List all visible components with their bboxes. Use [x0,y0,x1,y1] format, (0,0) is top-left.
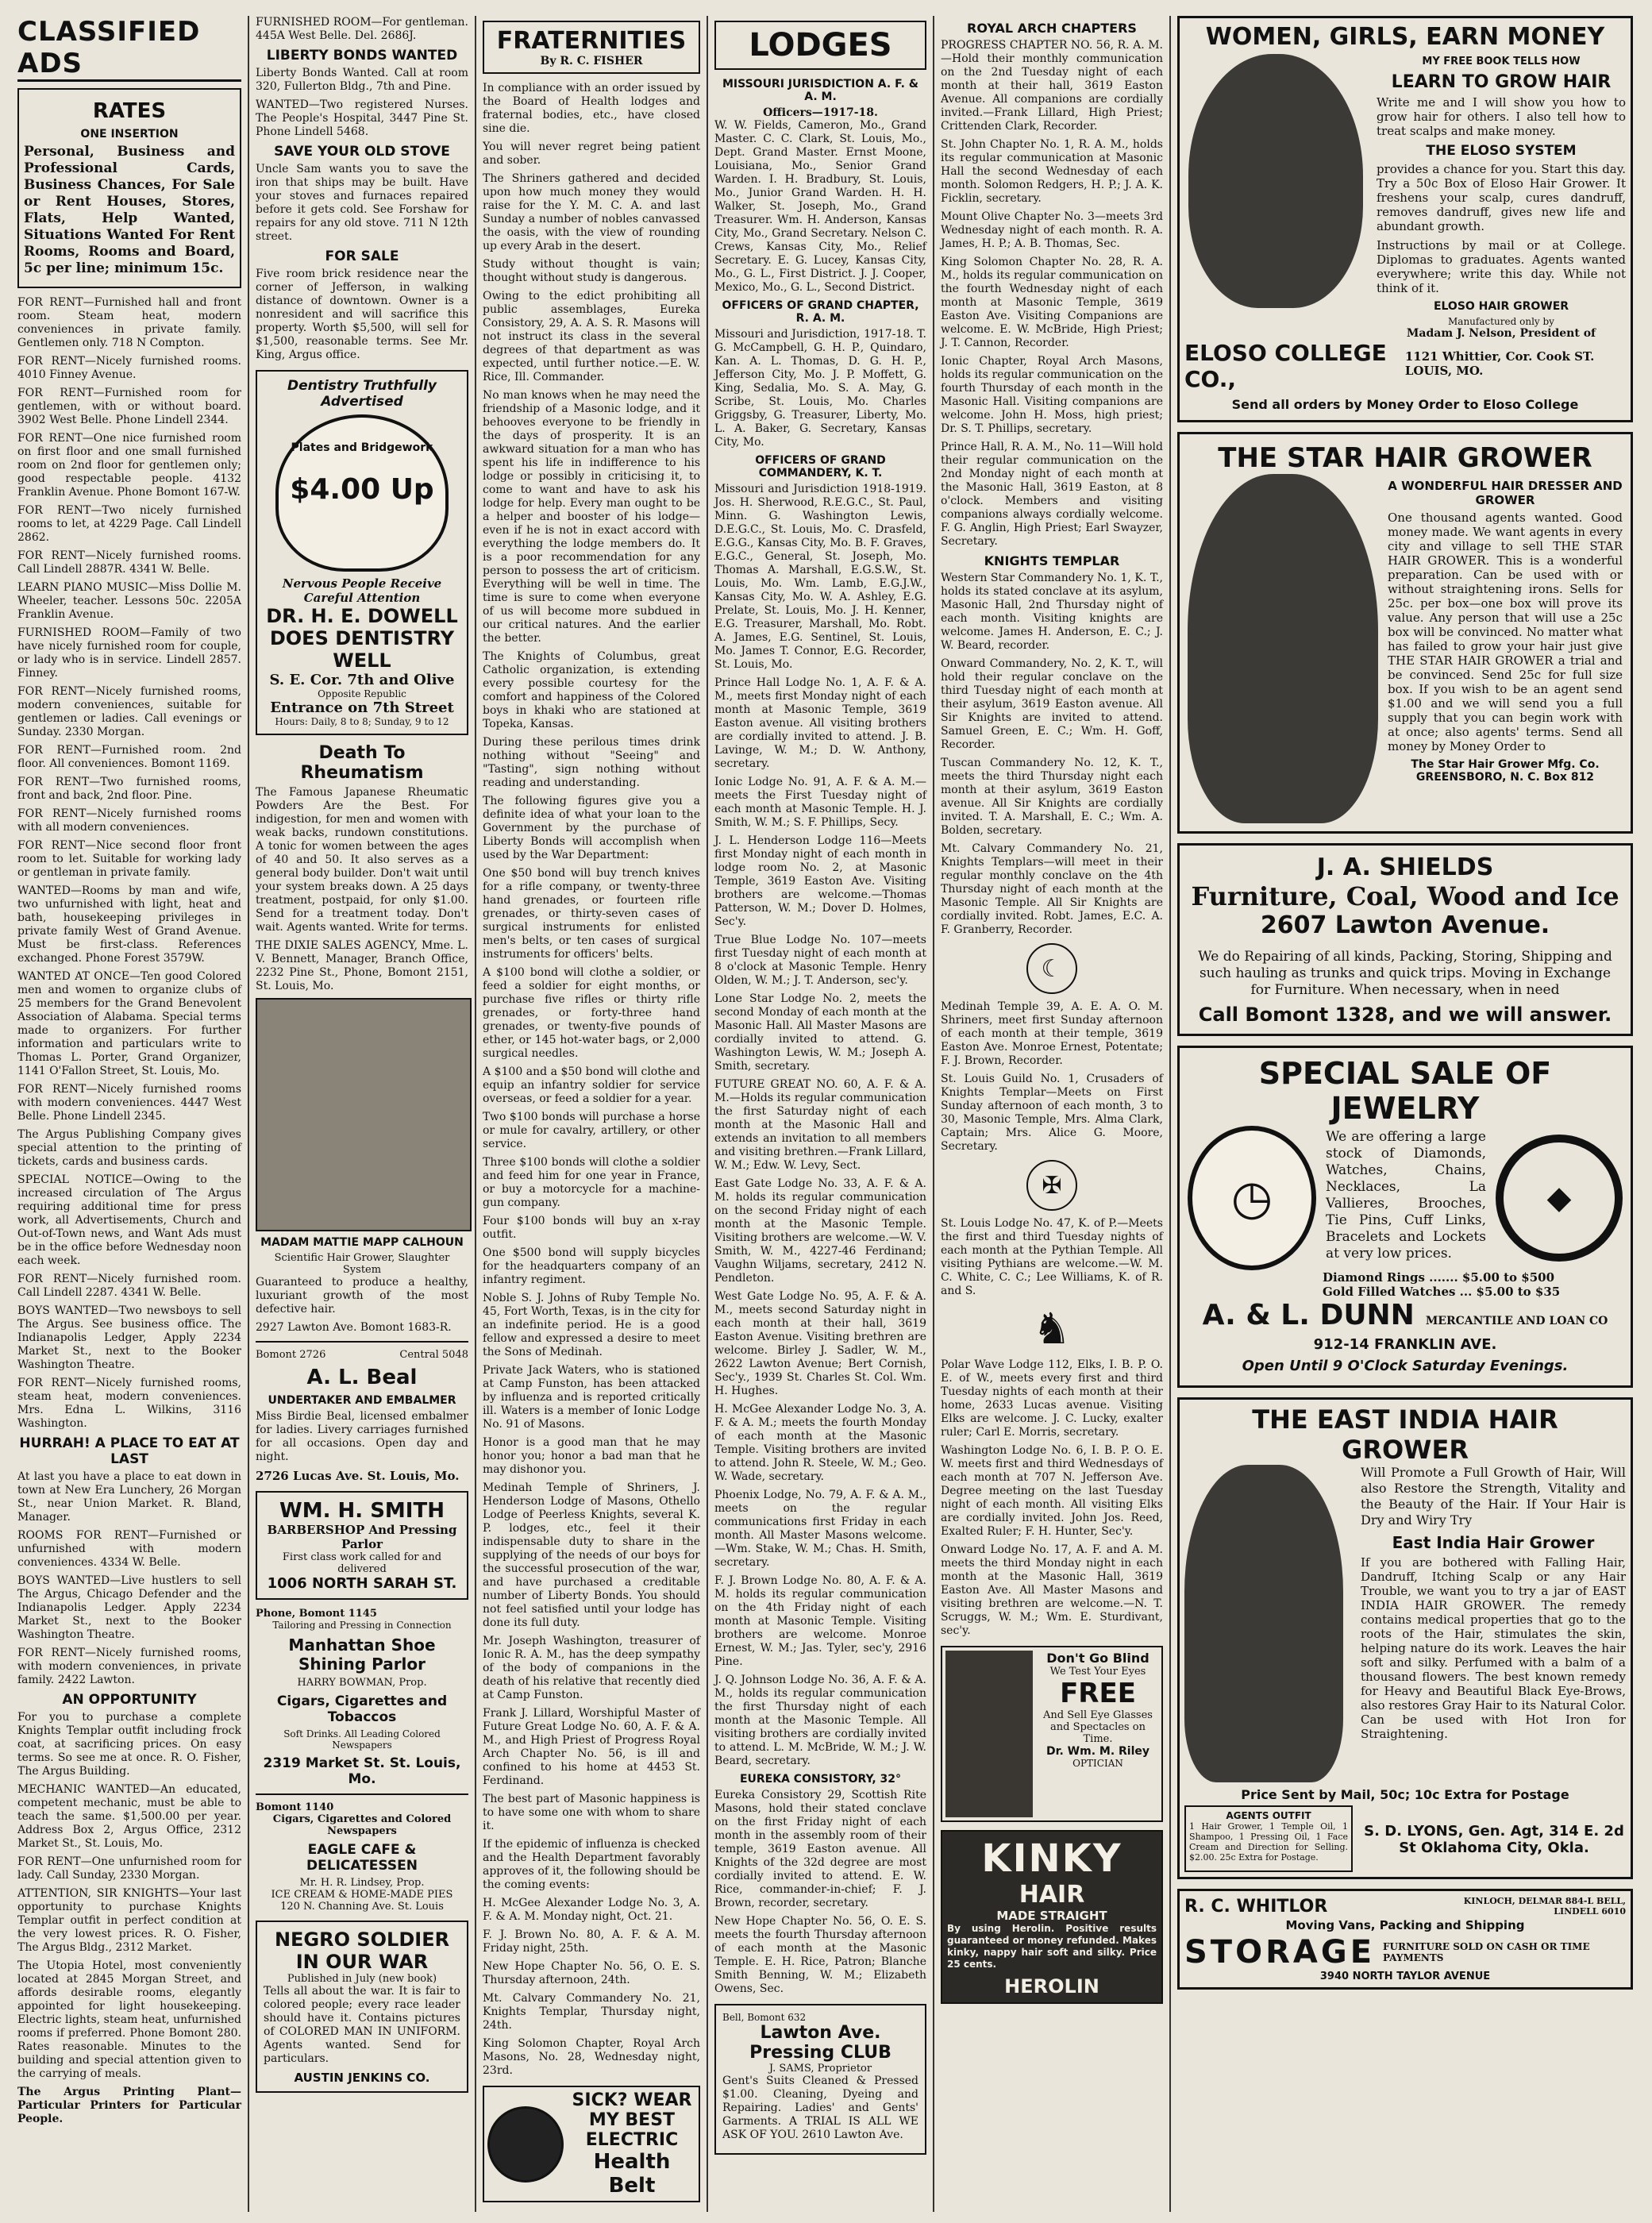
ads-column [249,16,476,2212]
eloso-system: THE ELOSO SYSTEM [1426,143,1577,159]
pythian-emblem-icon: ✠ [1026,1160,1077,1211]
smith-address: 1006 NORTH SARAH ST. [267,1575,457,1592]
nervous-text: Nervous People Receive Careful Attention [282,576,442,605]
manhattan-items: Cigars, Cigarettes and Tobaccos [276,1693,448,1725]
dowell-hours: Hours: Daily, 8 to 8; Sunday, 9 to 12 [275,716,449,727]
eloso-nelson: Madam J. Nelson, President of [1406,327,1596,340]
fraternity-paragraph: Honor is a good man that he may honor you; honor a bad man that he may dishonor you. [483,1436,700,1476]
electric-belt-ad [483,2086,700,2202]
manhattan-address: 2319 Market St. St. Louis, Mo. [263,1755,461,1787]
shields-ad [1177,843,1633,1036]
bonds-text: Liberty Bonds Wanted. Call at room 320, Fullerton Bldg., 7th and Pine. [256,67,468,93]
opportunity-title: AN OPPORTUNITY [62,1692,197,1708]
lodges-column [708,16,934,2212]
knights-templar-heading: KNIGHTS TEMPLAR [984,553,1120,568]
ad-item: FOR RENT—Nicely furnished room. Call Lindell 2287. 4341 W. Belle. [17,1273,241,1299]
soldier-ad [256,1921,468,2093]
lodges-header [714,21,926,70]
blind-office: OPTICIAN [1072,1758,1123,1769]
lawton-pressing-ad [714,2004,926,2155]
star-text: One thousand agents wanted. Good money made. We want agents in every city and village to sell THE STAR HAIR GROWER. This is a wonderful preparation. Can be used with or without straightening irons. Sells for 25c. per box—one box will prove its value. Any person that will use a 25c box will be convinced. No matter what has failed to grow your hair just give THE STAR HAIR GROWER a trial and be convinced. Send 25c for full size box. If you wish to be an agent send $1.00 and we will send you a full supply that you can begin work with at once; also agents' terms. Send all money by Money Order to [1388,510,1623,753]
women-text: Write me and I will show you how to grow hair for others. I also tell how to treat scalps and make money. [1377,95,1626,138]
fraternity-paragraph: A $100 and a $50 bond will clothe and equip an infantry soldier for service overseas, or feed a soldier for a year. [483,1065,700,1105]
whitlor-name: R. C. WHITLOR [1184,1896,1328,1917]
fraternity-paragraph: Study without thought is vain; thought without study is dangerous. [483,258,700,284]
newhope-text: New Hope Chapter No. 56, O. E. S. meets the fourth Thursday afternoon of each month at the Masonic Temple. E. H. Rice, Patron; Blanche Smith Benning, W. M.; Elizabeth Owens, Sec. [714,1915,926,1995]
fraternity-paragraph: The Knights of Columbus, great Catholic organization, is extending every possible courtesy for the comfort and happiness of the Colored boys in khaki who are stationed at Topeka, Kansas. [483,650,700,730]
ad-item: LEARN PIANO MUSIC—Miss Dollie M. Wheeler, teacher. Lessons 50c. 2205A Franklin Avenue. [17,581,241,621]
ad-item: The Utopia Hotel, most conveniently located at 2845 Morgan Street, and affords desirable rooms, elegantly appointed for light housekeeping. Electric lights, steam heat, unfurnished rooms if preferred. Phone Bomont 280. Rates reasonable. Minutes to the building and special attention given to the carrying of meals. [17,1959,241,2080]
elks-text: Polar Wave Lodge 112, Elks, I. B. P. O. E. of W., meets every first and third Tuesday nights of each month at their home, 2633 Lucas avenue. Visiting Elks are welcome. J. C. Lucky, exalter ruler; Carl E. Morris, secretary. [941,1358,1163,1439]
chapter-heading: OFFICERS OF GRAND CHAPTER, R. A. M. [722,299,919,325]
commandery-heading: OFFICERS OF GRAND COMMANDERY, K. T. [755,454,886,480]
dowell-opposite: Opposite Republic [318,688,406,699]
kp-text: St. Louis Lodge No. 47, K. of P.—Meets the first and third Tuesday nights of each month at the Pythian Temple. All visiting Pythians are welcome.—W. M. C. White, C. C.; Lee Williams, K. of R. and S. [941,1217,1163,1297]
dowell-name: DR. H. E. DOWELL DOES DENTISTRY WELL [266,605,458,672]
lodge-entry: East Gate Lodge No. 33, A. F. & A. M. holds its regular communication on the second Friday night of each month at the Masonic Temple. Visiting brothers are welcome.—W. V. Smith, W. M., 4227-46 Ferdinand; Vaughn Wiljams, secretary, 2412 N. Pendleton. [714,1177,926,1285]
rates-sub: ONE INSERTION [80,128,179,141]
manhattan-tag: Tailoring and Pressing in Connection [272,1620,452,1631]
eureka-heading: EUREKA CONSISTORY, 32° [739,1773,902,1786]
smith-text: First class work called for and delivered [282,1551,442,1575]
shields-line: Furniture, Coal, Wood and Ice [1191,881,1619,911]
ad-item: FOR RENT—Nicely furnished rooms, steam heat, modern conveniences. Mrs. Edna L. Wilkins, 3116 Washington. [17,1377,241,1430]
eagle-address: 120 N. Channing Ave. St. Louis [280,1901,444,1913]
manhattan-name: Manhattan Shoe Shining Parlor [288,1635,436,1674]
jewelry-heading: SPECIAL SALE OF JEWELRY [1258,1056,1552,1126]
eloso-college: ELOSO COLLEGE CO., [1184,340,1387,392]
fraternity-paragraph: F. J. Brown No. 80, A. F. & A. M. Friday night, 25th. [483,1928,700,1955]
stove-heading: SAVE YOUR OLD STOVE [274,144,450,160]
dixie-text: THE DIXIE SALES AGENCY, Mme. L. V. Bennett, Manager, Branch Office, 2232 Pine St., Phone, Bomont 2151, St. Louis, Mo. [256,939,468,992]
lodge-entry: West Gate Lodge No. 95, A. F. & A. M., meets second Saturday night in each month at their hall, 3619 Easton Avenue. Visiting brethren are welcome. Birley J. Sadler, W. M., 2622 Lawton Avenue; Bert Cornish, Sec'y., 1939 St. Charles St. Col. Wm. H. Hughes. [714,1290,926,1397]
east-india-ad [1177,1397,1633,1879]
fraternities-header [483,21,700,74]
rheumatism-heading: Death To Rheumatism [300,743,424,783]
herolin-name: HEROLIN [1004,1975,1099,1998]
ad-item: The Argus Publishing Company gives special attention to the printing of tickets, cards and business cards. [17,1128,241,1168]
eloso-orders: Send all orders by Money Order to Eloso College [1231,397,1579,412]
lodge-entry: J. L. Henderson Lodge 116—Meets first Monday night of each month in lodge room No. 2, at Masonic Temple, 3619 Easton Ave. Visiting brothers are welcome.—Thomas Patterson, W. M.; Dover D. Holmes, Sec'y. [714,834,926,928]
ad-item: FURNISHED ROOM—Family of two have nicely furnished room for couple, or lady who is in service. Lindell 2857. Finney. [17,626,241,680]
ad-item: FOR RENT—Furnished hall and front room. Steam heat, modern conveniences in private family. Gentlemen only. 718 N Compton. [17,296,241,349]
elks2-text: Washington Lodge No. 6, I. B. P. O. E. W. meets first and third Wednesdays of each month at 707 N. Jefferson Ave. Degree meeting on the last Tuesday night of each month. All visiting Elks are cordially invited. John Jos. Reed, Exalted Ruler; F. H. Hunter, Sec'y. [941,1444,1163,1538]
teeth-icon [275,414,449,572]
shriners-emblem-icon: ☾ [1026,943,1077,994]
lodge-entry: H. McGee Alexander Lodge No. 3, A. F. & A. M.; meets the fourth Monday of each month at the Masonic Temple. Visiting brothers are invited to attend. John R. Steele, W. M.; Geo. W. Wade, secretary. [714,1403,926,1483]
fraternity-paragraph: One $50 bond will buy trench knives for a rifle company, or twenty-three hand grenades, or fourteen rifle grenades, or thirty-seven cases of surgical instruments for enlisted men's belts, or ten cases of surgical instruments for officers' belts. [483,867,700,961]
lawton-name: Lawton Ave. Pressing CLUB [749,2023,891,2063]
medinah-text: Medinah Temple 39, A. E. A. O. M. Shriners, meet first Sunday afternoon of each month at their temple, 3619 Easton Ave. Monroe Ernest, Potentate; F. J. Brown, Recorder. [941,1000,1163,1067]
ad-item: FOR RENT—Nicely furnished rooms with modern conveniences. 4447 West Belle. Phone Lindell 2345. [17,1083,241,1123]
lodges-jurisdiction: MISSOURI JURISDICTION A. F. & A. M. [722,78,918,103]
eloso-address: 1121 Whittier, Cor. Cook ST. LOUIS, MO. [1404,349,1595,378]
argus-text: The Argus Printing Plant—Particular Printers for Particular People. [17,2086,241,2125]
smith-ad [256,1491,468,1600]
dunn-address: 912-14 FRANKLIN AVE. [1313,1336,1497,1353]
eagle-items: Cigars, Cigarettes and Colored Newspapers [272,1813,452,1837]
fraternity-paragraph: Frank J. Lillard, Worshipful Master of Future Great Lodge No. 60, A. F. & A. M., and High Priest of Progress Royal Arch Chapter No. 56, is ill and confined to his home at 4453 St. Ferdinand. [483,1707,700,1787]
fraternities-heading: FRATERNITIES [496,27,687,55]
chapter-entry: St. John Chapter No. 1, R. A. M., holds its regular communication at Masonic Hall the second Wednesday of each month. Solomon Redgers, H. P.; J. A. K. Ficklin, secretary. [941,138,1163,205]
calhoun-address: 2927 Lawton Ave. Bomont 1683-R. [256,1321,452,1334]
lodge-entry: Prince Hall Lodge No. 1, A. F. & A. M., meets first Monday night of each month at Masonic Temple, 3619 Easton avenue. All visiting brothers are cordially invited to attend. J. B. Lavinge, W. M.; D. W. Anthony, secretary. [714,676,926,770]
rates-text: Personal, Business and Professional Cards, Business Chances, For Sale or Rent Houses, Stores, Flats, Help Wanted, Situations Wanted For Rent Rooms, Rooms and Board, 5c per line; minimum 15c. [24,144,235,276]
dowell-address: S. E. Cor. 7th and Olive [269,672,455,688]
beal-phones [256,1349,468,1361]
guild-text: St. Louis Guild No. 1, Crusaders of Knights Templar—Meets on First Sunday afternoon of each month, 3 to 30, Masonic Temple, Mrs. Alma Clark, Captain; Mrs. Alice G. Moore, Secretary. [941,1073,1163,1153]
shields-name: J. A. SHIELDS [1316,853,1494,881]
eagle-phone: Bomont 1140 [256,1801,334,1813]
electric-heading: SICK? WEAR MY BEST ELECTRIC [572,2090,692,2150]
eloso-instructions: Instructions by mail or at College. Diplomas to graduates. Agents wanted everywhere; write this day. While not think of it. [1377,238,1626,295]
chapter-entry: Prince Hall, R. A. M., No. 11—Will hold their regular communication on the 2nd Monday night of each month at the Masonic Hall, 3619 Easton, at 8 o'clock. Members and visiting companions always cordially welcome. F. G. Anglin, High Priest; Earl Swayzer, Secretary. [941,441,1163,548]
elk-head-icon: ♞ [1032,1303,1072,1354]
dunn-name: A. & L. DUNN [1202,1299,1415,1331]
ad-item: FOR RENT—Nicely furnished rooms. 4010 Finney Avenue. [17,355,241,381]
dentist-heading: Dentistry Truthfully Advertised [287,378,437,410]
classified-heading: CLASSIFIED ADS [17,16,241,82]
india-agents-text: 1 Hair Grower, 1 Temple Oil, 1 Shampoo, 1 Pressing Oil, 1 Face Cream and Direction for Selling. $2.00. 25c Extra for Postage. [1189,1821,1348,1863]
women-sub: MY FREE BOOK TELLS HOW [1422,56,1581,67]
ad-item: BOYS WANTED—Live hustlers to sell The Argus, Chicago Defender and the Indianapolis Ledger. Apply 2234 Market St., next to the Booker Washington Theatre. [17,1574,241,1641]
blind-doctor: Dr. Wm. M. Riley [1045,1745,1150,1758]
sale-heading: FOR SALE [325,248,399,264]
blind-sub: We Test Your Eyes [1049,1666,1146,1678]
eagle-ice: ICE CREAM & HOME-MADE PIES [271,1889,453,1901]
commandery-text: Missouri and Jurisdiction 1918-1919. Jos. H. Sherwood, R.E.G.C., St. Paul, Minn. G. Washington Lewis, D.E.G.C., St. Louis, Mo. C. Drasfeld, E.G.G., Kansas City, Mo. B. F. Graves, E.G.C., General, St. Joseph, Mo. Thomas A. Marshall, E.G.S.W., St. Louis, Mo. Wm. Lamb, E.G.J.W., Kansas City, Mo. W. A. Ashley, E.G. Prelate, St. Louis, Mo. J. H. Kenner, E.G. Treasurer, Marshall, Mo. Robt. A. James, E.G. Sentinel, St. Louis, Mo. James T. Connor, E.G. Recorder, St. Louis, Mo. [714,483,926,671]
watch-icon: ◷ [1188,1126,1316,1270]
blind-heading: Don't Go Blind [1046,1651,1149,1666]
electric-sub: Health Belt [593,2150,671,2198]
ad-item: FOR RENT—Furnished room. 2nd floor. All conveniences. Bomont 1169. [17,744,241,770]
fraternity-paragraph: You will never regret being patient and sober. [483,141,700,167]
chapter-text: Missouri and Jurisdiction, 1917-18. T. G. McCampbell, G. H. P., Quindaro, Kan. A. L. Thomas, D. G. H. P., Jefferson City, Mo. J. P. Moffett, G. King, Sedalia, Mo. S. A. May, G. Scribe, St. Louis, Mo. Charles Griggsby, G. Treasurer, Liberty, Mo. L. A. Baker, G. Secretary, Kansas City, Mo. [714,328,926,449]
beal-address: 2726 Lucas Ave. St. Louis, Mo. [256,1469,460,1483]
shields-call: Call Bomont 1328, and we will answer. [1198,1004,1612,1026]
whitlor-phone: KINLOCH, DELMAR 884-L BELL, LINDELL 6010 [1463,1896,1626,1917]
calhoun-text: Guaranteed to produce a healthy, luxuriant growth of the most defective hair. [256,1276,468,1316]
fraternity-paragraph: Noble S. J. Johns of Ruby Temple No. 45, Fort Worth, Texas, is in the city for an indefinite period. He is a good fellow and expressed a desire to meet the Sons of Medinah. [483,1292,700,1358]
chapter-entry: Mount Olive Chapter No. 3—meets 3rd Wednesday night of each month. R. A. James, H. P.; A. B. Thomas, Sec. [941,210,1163,250]
beal-text: Miss Birdie Beal, licensed embalmer for ladies. Livery carriages furnished for all occasions. Open day and night. [256,1410,468,1463]
officers-heading: Officers—1917-18. [763,106,878,119]
fraternity-paragraph: New Hope Chapter No. 56, O. E. S. Thursday afternoon, 24th. [483,1960,700,1986]
ad-item: WANTED—Rooms by man and wife, two unfurnished with light, heat and bath, housekeeping privileges in private family West of Grand Avenue. Must be first-class. References exchanged. Phone Forest 3579W. [17,884,241,965]
chapter-entry: PROGRESS CHAPTER NO. 56, R. A. M.—Hold their monthly communication on the 2nd Tuesday night of each month at their hall, 3619 Easton Avenue. All companions are cordially invited.—Frank Lillard, High Priest; Crittenden Clark, Recorder. [941,39,1163,133]
star-portrait [1188,474,1378,823]
india-heading: THE EAST INDIA HAIR GROWER [1252,1404,1558,1465]
chapter-entry: King Solomon Chapter No. 28, R. A. M., holds its regular communication on the fourth Wednesday night of each month at Masonic Temple, 3619 Easton Ave. Visiting Companions are welcome. E. W. McBride, High Priest; J. T. Cannon, Recorder. [941,256,1163,349]
rates-box [17,88,241,288]
manhattan-prop: HARRY BOWMAN, Prop. [297,1677,427,1689]
stove-text: Uncle Sam wants you to save the iron that ships may be built. Have your stoves and furnaces repaired before it gets cold. See Forshaw for repairs for any old stove. 711 N 12th street. [256,163,468,243]
kinky-hair-ad [941,1830,1163,2004]
opportunity-text: For you to purchase a complete Knights Templar outfit including frock coat, at sacrificing prices. On easy terms. So see me at once. R. O. Fisher, The Argus Building. [17,1711,241,1778]
hurrah-text: At last you have a place to eat down in town at New Era Lunchery, 26 Morgan St., near Union Market. R. Bland, Manager. [17,1470,241,1524]
india-price: Price Sent by Mail, 50c; 10c Extra for Postage [1241,1787,1569,1802]
india-sub: East India Hair Grower [1392,1533,1595,1552]
fraternity-paragraph: Private Jack Waters, who is stationed at Camp Funston, has been attacked by influenza and is reported critically ill. Waters is a member of Ionic Lodge No. 91 of Masons. [483,1364,700,1431]
nurses-text: WANTED—Two registered Nurses. The People's Hospital, 3447 Pine St. Phone Lindell 5468. [256,98,468,138]
women-learn: LEARN TO GROW HAIR [1391,72,1612,92]
women-heading: WOMEN, GIRLS, EARN MONEY [1205,23,1605,51]
kinky-heading: KINKY [981,1836,1123,1881]
ad-item: FOR RENT—Nicely furnished rooms. Call Lindell 2887R. 4341 W. Belle. [17,549,241,576]
ad-item: FOR RENT—Nicely furnished rooms with all modern conveniences. [17,807,241,834]
ad-item: BOYS WANTED—Two newsboys to sell The Argus. See business office. The Indianapolis Ledger, Apply 2234 Market St., next to the Booker Washington Theatre. [17,1304,241,1371]
star-heading: THE STAR HAIR GROWER [1218,442,1592,474]
jewelry-ad [1177,1046,1633,1388]
fraternity-paragraph: Medinah Temple of Shriners, J. Henderson Lodge of Masons, Othello Lodge of Peerless Knights, several K. P. lodges, etc., feel it their indispensable duty to share in the supplying of the needs of our boys for the successful prosecution of the war, and have purchased a creditable number of Liberty Bonds. You should not feel satisfied until your lodge has done its full duty. [483,1481,700,1629]
onward-text: Onward Lodge No. 17, A. F. and A. M. meets the third Monday night in each month at the Masonic Hall, 3619 Easton Ave. All Master Masons and visiting brethren are welcome.—N. T. Scruggs, W. M.; Wm. E. Sturdivant, sec'y. [941,1543,1163,1637]
india-text: Will Promote a Full Growth of Hair, Will also Restore the Strength, Vitality and the Beauty of the Hair. If Your Hair is Dry and Wiry Try [1361,1465,1626,1528]
jewelry-watches: Gold Filled Watches ... $5.00 to $35 [1323,1285,1561,1299]
dentist-ad [256,370,468,735]
eloso-manufactured: Manufactured only by [1448,316,1554,327]
beal-name: A. L. Beal [306,1366,418,1389]
soldier-text: Tells all about the war. It is fair to colored people; every race leader should have it. Contains pictures of COLORED MAN IN UNIFORM. Agents wanted. Send for particulars. [264,1985,460,2065]
fraternity-paragraph: No man knows when he may need the friendship of a Masonic lodge, and it behooves everyone to be friendly in the days of prosperity. It is an awkward situation for a man who has spent his life in indifference to his lodge or possibly in criticising it, to come to want and have to ask his lodge for help. Every man ought to be a helper and booster of his lodge—even if he is not in exact accord with everything the lodge members do. It is a poor recommendation for any person to possess the art of criticism. Everything will be well in time. The time is sure to come when everyone of us will become more subdued in our critical natures. And the earlier the better. [483,389,700,645]
ad-item: WANTED AT ONCE—Ten good Colored men and women to organize clubs of 25 members for the Grand Benevolent Association of Alabama. Special terms made to organizers. For further information and particulars write to Thomas L. Porter, Grand Organizer, 1141 O'Fallon Street, St. Louis, Mo. [17,970,241,1077]
classified-column [11,16,249,2212]
blind-text: And Sell Eye Glasses and Spectacles on Time. [1043,1709,1153,1745]
jewelry-text: We are offering a large stock of Diamonds, Watches, Chains, Necklaces, La Vallieres, Brooches, Tie Pins, Cuff Links, Bracelets and Lockets at very low prices. [1326,1129,1486,1262]
india-portrait [1184,1465,1343,1782]
ad-item: FOR RENT—One unfurnished room for lady. Call Sunday, 2330 Morgan. [17,1855,241,1882]
fraternity-paragraph: The Shriners gathered and decided upon how much money they would raise for the Y. M. C. A. and last Sunday a number of nobles canvassed the oasis, with the view of rounding up every Arab in the desert. [483,172,700,252]
chapters-column [934,16,1171,2212]
ad-item: MECHANIC WANTED—An educated, competent mechanic, must be able to teach the same. $1,500.00 per year. Address Box 2, Argus Office, 2312 Market St., St. Louis, Mo. [17,1783,241,1850]
whitlor-ad [1177,1889,1633,1990]
chapter-entry: Ionic Chapter, Royal Arch Masons, holds its regular communication on the fourth Thursday of each month in the Masonic Hall. Visiting companions are welcome. John H. Moss, high priest; Dr. S. T. Phillips, secretary. [941,355,1163,435]
beal-phone-2: Central 5048 [399,1349,468,1361]
star-hair-ad [1177,432,1633,834]
lodge-entry: Lone Star Lodge No. 2, meets the second Monday of each month at the Masonic Hall. All Master Masons are cordially invited to attend. G. Washington Lewis, W. M.; Joseph A. Smith, secretary. [714,992,926,1073]
eagle-prop: Mr. H. R. Lindsey, Prop. [299,1877,425,1889]
eloso-text: provides a chance for you. Start this day. Try a 50c Box of Eloso Hair Grower. It freshens your scalp, cures dandruff, removes dandruff, gives new life and abundant growth. [1377,162,1626,233]
ad-item: FOR RENT—Furnished room for gentlemen, with or without board. 3902 West Belle. Phone Lindell 2344. [17,387,241,426]
ring-icon: ◆ [1496,1135,1623,1262]
fraternity-paragraph: During these perilous times drink nothing without "Seeing" and "Tasting", sign nothing without reading and understanding. [483,736,700,789]
lodges-heading: LODGES [749,27,892,64]
eloso-grower: ELOSO HAIR GROWER [1433,300,1569,313]
fraternity-paragraph: Mr. Joseph Washington, treasurer of Ionic R. A. M., has the deep sympathy of the body of companions in the death of his relative that recently died at Camp Funston. [483,1635,700,1701]
lyons-address: S. D. LYONS, Gen. Agt, 314 E. 2d St Oklahoma City, Okla. [1364,1823,1624,1856]
lodge-entry: True Blue Lodge No. 107—meets first Tuesday night of each month at 8 o'clock at Masonic Temple. Henry Olden, W. M.; J. T. Anderson, sec'y. [714,934,926,987]
kinky-made: MADE STRAIGHT [996,1909,1107,1923]
eloso-portrait [1188,54,1363,308]
rates-title: RATES [92,99,167,123]
star-sub: A WONDERFUL HAIR DRESSER AND GROWER [1388,479,1623,507]
fraternities-byline: By R. C. FISHER [540,55,643,67]
whitlor-moving: Moving Vans, Packing and Shipping [1285,1918,1525,1932]
fraternity-paragraph: Mt. Calvary Commandery No. 21, Knights Templar, Thursday night, 24th. [483,1992,700,2032]
classified-ads [17,296,241,1431]
fraternities-column [476,16,708,2212]
blind-free: FREE [1060,1678,1136,1709]
fraternity-paragraph: The following figures give you a definite idea of what your loan to the Government by the purchase of Liberty Bonds will accomplish when used by the War Department: [483,795,700,861]
fraternity-paragraph: Owing to the edict prohibiting all public assemblages, Eureka Consistory, 29, A. A. S. R. Masons will not instruct its class in the several degrees of that department as was expected, until further notice.—E. W. Rice, Ill. Commander. [483,290,700,383]
fraternity-paragraph: King Solomon Chapter, Royal Arch Masons, No. 28, Wednesday night, 23rd. [483,2037,700,2077]
kinky-text: By using Herolin. Positive results guaranteed or money refunded. Makes kinky, nappy hair soft and silky. Price 25 cents. [947,1923,1157,1970]
commandery-entry: Tuscan Commandery No. 12, K. T., meets the third Thursday night each month at their asylum, 3619 Easton avenue. All Sir Knights are cordially invited. T. A. Marshall, E. C.; Wm. A. Bolden, secretary. [941,757,1163,837]
soldier-heading: NEGRO SOLDIER IN OUR WAR [274,1928,450,1973]
shields-address: 2607 Lawton Avenue. [1260,911,1550,939]
bonds-heading: LIBERTY BONDS WANTED [266,48,458,64]
fraternity-paragraph: Four $100 bonds will buy an x-ray outfit. [483,1215,700,1241]
calhoun-name: MADAM MATTIE MAPP CALHOUN [260,1236,464,1249]
lodge-entry: Ionic Lodge No. 91, A. F. & A. M.—meets the First Tuesday night of each month at Masonic Temple. H. J. Smith, W. M.; S. F. Phillips, Secy. [714,776,926,829]
india-text-2: If you are bothered with Falling Hair, Dandruff, Itching Scalp or any Hair Trouble, we want you to try a jar of EAST INDIA HAIR GROWER. The remedy contains medical properties that go to the roots of the Hair, stimulates the skin, helping nature do its work. Leaves the hair soft and silky. Perfumed with a balm of a thousand flowers. The best known remedy for Heavy and Beautiful Black Eye-Brows, also restores Gray Hair to its Natural Color. Can be used with Hot Iron for Straightening. [1361,1555,1626,1741]
calhoun-photo [256,998,472,1231]
ad-item: FOR RENT—One nice furnished room on first floor and one small furnished room on 2nd floor for gentlemen only; good respectable people. 4132 Franklin Avenue. Phone Bomont 167-W. [17,432,241,499]
whitlor-address: 3940 NORTH TAYLOR AVENUE [1319,1971,1491,1982]
fraternity-paragraph: In compliance with an order issued by the Board of Health lodges and fraternal bodies, etc., have closed sine die. [483,82,700,135]
smith-title: BARBERSHOP And Pressing Parlor [267,1523,457,1551]
whitlor-cash: FURNITURE SOLD ON CASH OR TIME PAYMENTS [1383,1941,1590,1963]
ad-item: ROOMS FOR RENT—Furnished or unfurnished with modern conveniences. 4334 W. Belle. [17,1529,241,1569]
india-agents: AGENTS OUTFIT [1226,1810,1311,1821]
soldier-sub: Published in July (new book) [287,1973,437,1985]
lodge-entry: F. J. Brown Lodge No. 80, A. F. & A. M. holds its regular communication on the 4th Friday night of each month at Masonic Temple. Visiting brothers are welcome. Monroe Ernest, W. M.; Jas. Tyler, sec'y, 2916 Pine. [714,1574,926,1668]
star-manufacturer: The Star Hair Grower Mfg. Co. GREENSBORO, N. C. Box 812 [1411,758,1600,784]
optician-photo [945,1651,1033,1817]
beal-title: UNDERTAKER AND EMBALMER [268,1394,456,1407]
ad-item: SPECIAL NOTICE—Owing to the increased circulation of The Argus requiring additional time for press work, all Advertisements, Church and Out-of-Town news, and Want Ads must be in the office before Wednesday noon each week. [17,1173,241,1267]
dowell-entrance: Entrance on 7th Street [270,699,454,716]
plates-text: Plates and Bridgework [291,441,433,454]
calhoun-title: Scientific Hair Grower, Slaughter System [274,1252,450,1276]
lawton-phone: Bell, Bomont 632 [722,2012,807,2023]
belt-icon [487,2106,564,2183]
ad-item: ATTENTION, SIR KNIGHTS—Your last opportunity to purchase Knights Templar outfit in perfect condition at the very lowest prices. R. O. Fisher, The Argus Bldg., 2312 Market. [17,1887,241,1954]
hurrah-title: HURRAH! A PLACE TO EAT AT LAST [19,1435,240,1467]
ad-item: FOR RENT—Nicely furnished rooms, with modern conveniences, in private family. 2422 Lawton. [17,1647,241,1686]
jewelry-rings: Diamond Rings ....... $5.00 to $500 [1323,1270,1555,1285]
fraternity-paragraph: Three $100 bonds will clothe a soldier and feed him for one year in France, or buy a motorcycle for a machine-gun company. [483,1156,700,1209]
shields-text: We do Repairing of all kinds, Packing, Storing, Shipping and such hauling as trunks and quick trips. Moving in Exchange for Furniture. When necessary, when in need [1198,949,1612,998]
manhattan-soft: Soft Drinks. All Leading Colored Newspapers [283,1728,441,1751]
eagle-name: EAGLE CAFE & DELICATESSEN [306,1842,418,1874]
whitlor-storage: STORAGE [1184,1934,1376,1971]
furnished-room-ad: FURNISHED ROOM—For gentleman. 445A West Belle. Del. 2686J. [256,16,468,42]
fraternity-paragraph: The best part of Masonic happiness is to have some one with whom to share it. [483,1793,700,1832]
kinky-sub: HAIR [1019,1881,1085,1909]
lodge-entry: FUTURE GREAT NO. 60, A. F. & A. M.—Holds its regular communication the first Saturday night of each month at the Masonic Hall and extends an invitation to all members and visiting brethren.—Frank Lillard, W. M.; Edw. W. Levy, Sect. [714,1078,926,1172]
fraternity-paragraph: H. McGee Alexander Lodge No. 3, A. F. & A. M. Monday night, Oct. 21. [483,1897,700,1923]
lodge-entry: Phoenix Lodge, No. 79, A. F. & A. M., meets on the regular communications first Friday in each month. All Master Masons welcome.—Wm. Stake, W. M.; Chas. H. Smith, secretary. [714,1489,926,1569]
ad-item: FOR RENT—Nicely furnished rooms, modern conveniences, suitable for gentlemen or ladies. Call evenings or Sunday. 2330 Morgan. [17,685,241,738]
officers-text: W. W. Fields, Cameron, Mo., Grand Master. C. C. Clark, St. Louis, Mo., Dept. Grand Master. Ernst Moone, Louisiana, Mo., Senior Grand Warden. I. H. Bradbury, St. Louis, Mo., Junior Grand Warden. H. H. Walker, St. Joseph, Mo., Grand Treasurer. Wm. H. Anderson, Kansas City, Mo., Grand Secretary. Nelson C. Crews, Kansas City, Mo., Relief Secretary. E. G. Lucey, Kansas City, Mo., G. L., First District. J. J. Cooper, Mexico, Mo., G. L., Second District. [714,119,926,294]
eloso-ad [1177,16,1633,422]
commandery-entry: Mt. Calvary Commandery No. 21, Knights Templars—will meet in their regular monthly conclave on the 4th Thursday night of each month at the Masonic Temple. All Sir Knights are cordially invited. Robt. James, E.C. A. F. Granberry, Recorder. [941,842,1163,936]
right-ads-column [1171,16,1639,2212]
lawton-text: Gent's Suits Cleaned & Pressed $1.00. Cleaning, Dyeing and Repairing. Ladies' and Gents' Garments. A TRIAL IS ALL WE ASK OF YOU. 2610 Lawton Ave. [722,2075,918,2141]
commandery-entry: Western Star Commandery No. 1, K. T., holds its stated conclave at its asylum, Masonic Hall, 2nd Thursday night of each month. Visiting knights are welcome. James H. Anderson, E. C.; J. W. Beard, recorder. [941,572,1163,652]
dunn-type: MERCANTILE AND LOAN CO [1425,1315,1608,1327]
ad-item: FOR RENT—Nice second floor front room to let. Suitable for working lady or gentleman in private family. [17,839,241,879]
lodge-entry: J. Q. Johnson Lodge No. 36, A. F. & A. M., holds its regular communication the first Thursday night of each month at the Masonic Temple. All visiting brothers are cordially invited to attend. L. M. McBride, W. M.; J. W. Beard, secretary. [714,1674,926,1767]
beal-phone-1: Bomont 2726 [256,1349,326,1361]
dunn-hours: Open Until 9 O'Clock Saturday Evenings. [1242,1358,1569,1374]
dentist-price: $4.00 Up [290,473,434,506]
optician-ad [941,1646,1163,1822]
royal-arch-heading: ROYAL ARCH CHAPTERS [967,21,1137,36]
sale-text: Five room brick residence near the corner of Jefferson, in walking distance of downtown. Owner is a nonresident and will sacrifice this property. Worth $5,500, will sell for $1,500, reasonable terms. See Mr. King, Argus office. [256,268,468,361]
manhattan-phone: Phone, Bomont 1145 [256,1608,377,1620]
fraternity-paragraph: Two $100 bonds will purchase a horse or mule for cavalry, artillery, or other service. [483,1111,700,1150]
commandery-entry: Onward Commandery, No. 2, K. T., will hold their regular conclave on the third Tuesday night of each month at their asylum, 3619 Easton avenue. All Sir Knights are invited to attend. Samuel Green, E. C.; Wm. H. Goff, Recorder. [941,657,1163,751]
ad-item: FOR RENT—Two furnished rooms, front and back, 2nd floor. Pine. [17,776,241,802]
smith-name: WM. H. SMITH [279,1499,445,1523]
fraternity-paragraph: If the epidemic of influenza is checked and the Health Department favorably approves of it, the following should be the coming events: [483,1838,700,1891]
fraternity-paragraph: A $100 bond will clothe a soldier, or feed a soldier for eight months, or purchase five rifles or thirty rifle grenades, or forty-three hand grenades, or twenty-five pounds of ether, or 145 hot-water bags, or 2,000 surgical needles. [483,966,700,1060]
lawton-prop: J. SAMS, Proprietor [768,2063,872,2075]
eureka-text: Eureka Consistory 29, Scottish Rite Masons, hold their stated conclave on the first Friday night of each month in the assembly room of their temple, 3619 Easton avenue. All Knights of the 32d degree are most cordially invited to attend. E. W. Rice, commander-in-chief; F. J. Brown, recorder, secretary. [714,1789,926,1909]
fraternity-paragraph: One $500 bond will supply bicycles for the headquarters company of an infantry regiment. [483,1246,700,1286]
ad-item: FOR RENT—Two nicely furnished rooms to let, at 4229 Page. Call Lindell 2862. [17,504,241,544]
rheumatism-text: The Famous Japanese Rheumatic Powders Are the Best. For indigestion, for men and women with weak backs, rundown constitutions. A tonic for women between the ages of 40 and 50. It also serves as a general body builder. Don't wait until your system breaks down. A 25 days treatment, postpaid, for only $1.00. Send for a treatment today. Don't wait. Agents wanted. Write for terms. [256,786,468,934]
soldier-publisher: AUSTIN JENKINS CO. [294,2071,430,2085]
